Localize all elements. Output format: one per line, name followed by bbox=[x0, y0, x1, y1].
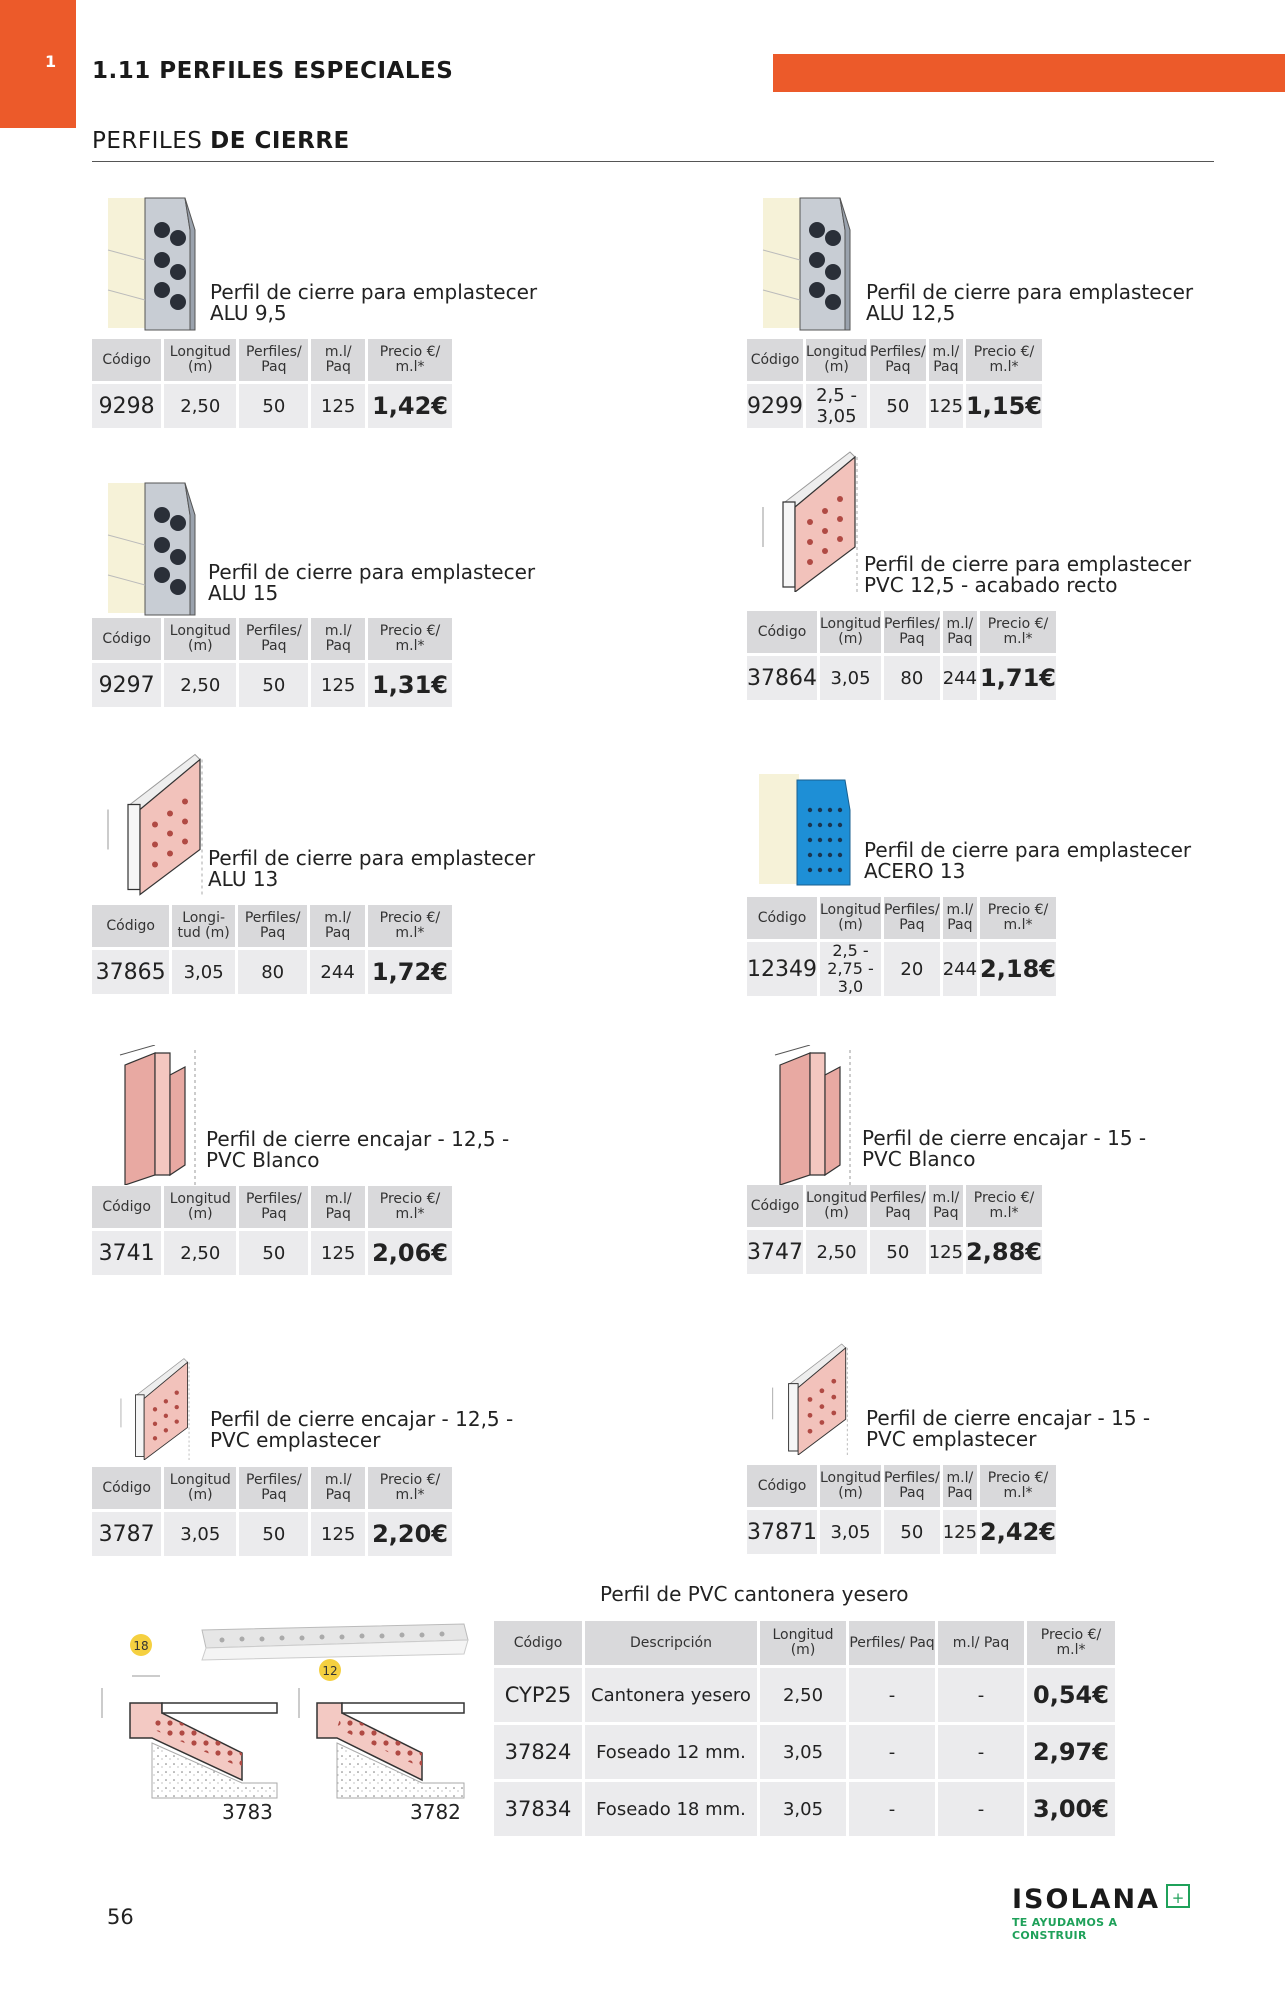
row-precio: 2,06€ bbox=[368, 1231, 452, 1275]
col-mlpaq: m.l/ Paq bbox=[943, 611, 977, 653]
row-codigo: 9299 bbox=[747, 384, 803, 428]
col-longitud: Longitud (m) bbox=[806, 339, 867, 381]
col-mlpaq: m.l/ Paq bbox=[311, 1467, 365, 1509]
row-codigo: 3787 bbox=[92, 1512, 161, 1556]
row-precio: 0,54€ bbox=[1027, 1668, 1115, 1722]
row-mlpaq: 125 bbox=[929, 1230, 963, 1274]
col-perfiles: Perfiles/ Paq bbox=[238, 905, 308, 947]
col-longitud: Longitud (m) bbox=[164, 1186, 236, 1228]
row-perfiles: 80 bbox=[884, 656, 940, 700]
profile-3783-drawing bbox=[102, 1676, 277, 1798]
row-codigo: 37824 bbox=[494, 1725, 582, 1779]
angle-bead-photo bbox=[202, 1624, 468, 1660]
product-title bbox=[866, 282, 1193, 324]
product-title-line2: PVC Blanco bbox=[862, 1147, 976, 1171]
product-table bbox=[744, 336, 1045, 431]
col-mlpaq: m.l/ Paq bbox=[311, 1186, 365, 1228]
row-longitud: 2,5 - 3,05 bbox=[806, 384, 867, 428]
row-precio: 1,31€ bbox=[368, 663, 452, 707]
alu-profile-icon bbox=[100, 190, 210, 335]
product-table bbox=[744, 1182, 1045, 1277]
product-title bbox=[206, 1129, 509, 1171]
product-title bbox=[208, 848, 535, 890]
alu-profile-icon bbox=[100, 475, 210, 620]
logo-tagline: TE AYUDAMOS A CONSTRUIR bbox=[1012, 1916, 1118, 1942]
product-title bbox=[208, 562, 535, 604]
col-longitud: Longitud (m) bbox=[806, 1185, 867, 1227]
chapter-tab bbox=[0, 0, 76, 128]
table-row bbox=[494, 1668, 1115, 1722]
row-longitud: 2,50 bbox=[760, 1668, 846, 1722]
row-longitud: 2,50 bbox=[164, 1231, 236, 1275]
product-title-line2: ALU 13 bbox=[208, 867, 279, 891]
col-mlpaq: m.l/ Paq bbox=[311, 618, 365, 660]
table-header-row bbox=[92, 905, 452, 947]
row-perfiles: 50 bbox=[870, 384, 926, 428]
product-title-line1: Perfil de cierre encajar - 15 - bbox=[862, 1126, 1147, 1150]
product-title-line1: Perfil de cierre para emplastecer bbox=[210, 280, 538, 304]
row-codigo: 3747 bbox=[747, 1230, 803, 1274]
col-perfiles: Perfiles/ Paq bbox=[870, 1185, 926, 1227]
badge-18-text: 18 bbox=[133, 1639, 149, 1653]
col-longitud: Longitud (m) bbox=[760, 1621, 846, 1665]
pvc-fit-profile-icon bbox=[755, 1045, 865, 1185]
row-longitud: 3,05 bbox=[820, 1510, 881, 1554]
col-longitud: Longi-tud (m) bbox=[172, 905, 235, 947]
table-row bbox=[92, 1512, 452, 1556]
col-descripcion: Descripción bbox=[585, 1621, 757, 1665]
product-title-line2: ACERO 13 bbox=[864, 859, 966, 883]
table-header-row bbox=[747, 1185, 1042, 1227]
col-codigo: Código bbox=[747, 897, 817, 939]
col-mlpaq: m.l/ Paq bbox=[929, 339, 963, 381]
col-perfiles: Perfiles/ Paq bbox=[884, 1465, 940, 1507]
row-descripcion: Foseado 12 mm. bbox=[585, 1725, 757, 1779]
section-title: 1.11 PERFILES ESPECIALES bbox=[92, 58, 454, 84]
row-precio: 2,88€ bbox=[966, 1230, 1042, 1274]
col-codigo: Código bbox=[747, 339, 803, 381]
product-title-line1: Perfil de cierre para emplastecer bbox=[864, 838, 1192, 862]
col-mlpaq: m.l/ Paq bbox=[311, 339, 365, 381]
table-row bbox=[747, 384, 1042, 428]
table-row bbox=[747, 942, 1056, 996]
row-longitud: 2,50 bbox=[164, 663, 236, 707]
row-precio: 1,15€ bbox=[966, 384, 1042, 428]
cantonera-diagram bbox=[92, 1618, 492, 1828]
row-mlpaq: 244 bbox=[943, 656, 977, 700]
sub-title bbox=[92, 128, 350, 154]
pvc-profile-icon bbox=[100, 1355, 210, 1460]
row-codigo: 3741 bbox=[92, 1231, 161, 1275]
logo-plus-icon: + bbox=[1166, 1884, 1190, 1908]
isolana-logo bbox=[1012, 1884, 1194, 1942]
product-table bbox=[89, 1464, 455, 1559]
row-perfiles: 50 bbox=[239, 1512, 308, 1556]
logo-name: ISOLANA bbox=[1012, 1884, 1161, 1915]
cantonera-title: Perfil de PVC cantonera yesero bbox=[600, 1582, 909, 1606]
pvc-profile-icon bbox=[100, 747, 210, 897]
product-title bbox=[210, 282, 537, 324]
row-codigo: 37834 bbox=[494, 1782, 582, 1836]
steel-profile-icon bbox=[755, 770, 865, 890]
col-perfiles: Perfiles/ Paq bbox=[884, 897, 940, 939]
col-precio: Precio €/ m.l* bbox=[980, 897, 1056, 939]
product-title-line2: ALU 15 bbox=[208, 581, 279, 605]
row-precio: 2,97€ bbox=[1027, 1725, 1115, 1779]
row-precio: 1,71€ bbox=[980, 656, 1056, 700]
col-perfiles: Perfiles/ Paq bbox=[239, 339, 308, 381]
row-longitud: 3,05 bbox=[164, 1512, 236, 1556]
pvc-fit-profile-icon bbox=[100, 1045, 210, 1185]
orange-accent-bar bbox=[773, 54, 1285, 92]
product-title-line2: ALU 12,5 bbox=[866, 301, 956, 325]
table-row bbox=[747, 1510, 1056, 1554]
col-perfiles: Perfiles/ Paq bbox=[884, 611, 940, 653]
product-title-line2: PVC emplastecer bbox=[866, 1427, 1037, 1451]
col-perfiles: Perfiles/ Paq bbox=[870, 339, 926, 381]
col-perfiles: Perfiles/ Paq bbox=[239, 1467, 308, 1509]
table-row bbox=[494, 1782, 1115, 1836]
product-title bbox=[864, 840, 1191, 882]
product-title-line1: Perfil de cierre encajar - 12,5 - bbox=[210, 1407, 514, 1431]
row-mlpaq: 125 bbox=[311, 1231, 365, 1275]
row-descripcion: Cantonera yesero bbox=[585, 1668, 757, 1722]
row-longitud: 2,5 - 2,75 - 3,0 bbox=[820, 942, 881, 996]
row-perfiles: 80 bbox=[238, 950, 308, 994]
product-title bbox=[864, 554, 1191, 596]
chapter-number: 1 bbox=[45, 52, 57, 71]
row-longitud: 3,05 bbox=[172, 950, 235, 994]
product-table bbox=[89, 902, 455, 997]
table-header-row bbox=[92, 1467, 452, 1509]
col-codigo: Código bbox=[747, 611, 817, 653]
row-precio: 2,42€ bbox=[980, 1510, 1056, 1554]
row-longitud: 3,05 bbox=[760, 1725, 846, 1779]
row-mlpaq: - bbox=[938, 1668, 1024, 1722]
row-descripcion: Foseado 18 mm. bbox=[585, 1782, 757, 1836]
row-mlpaq: - bbox=[938, 1725, 1024, 1779]
col-precio: Precio €/ m.l* bbox=[368, 905, 452, 947]
row-perfiles: - bbox=[849, 1668, 935, 1722]
table-row bbox=[92, 663, 452, 707]
col-mlpaq: m.l/ Paq bbox=[938, 1621, 1024, 1665]
col-longitud: Longitud (m) bbox=[164, 339, 236, 381]
col-longitud: Longitud (m) bbox=[820, 611, 881, 653]
row-longitud: 3,05 bbox=[760, 1782, 846, 1836]
col-precio: Precio €/ m.l* bbox=[368, 339, 452, 381]
col-codigo: Código bbox=[494, 1621, 582, 1665]
col-codigo: Código bbox=[747, 1185, 803, 1227]
sub-title-bold: DE CIERRE bbox=[210, 128, 350, 154]
product-table bbox=[744, 608, 1059, 703]
row-mlpaq: 125 bbox=[311, 384, 365, 428]
product-title-line2: PVC emplastecer bbox=[210, 1428, 381, 1452]
divider bbox=[92, 161, 1214, 162]
row-mlpaq: 244 bbox=[310, 950, 364, 994]
col-precio: Precio €/ m.l* bbox=[368, 618, 452, 660]
page-number: 56 bbox=[107, 1905, 134, 1929]
row-mlpaq: 125 bbox=[943, 1510, 977, 1554]
cantonera-header-row bbox=[494, 1621, 1115, 1665]
product-table bbox=[89, 1183, 455, 1278]
row-codigo: CYP25 bbox=[494, 1668, 582, 1722]
table-header-row bbox=[747, 1465, 1056, 1507]
row-precio: 1,72€ bbox=[368, 950, 452, 994]
col-codigo: Código bbox=[92, 618, 161, 660]
col-codigo: Código bbox=[92, 339, 161, 381]
row-perfiles: 20 bbox=[884, 942, 940, 996]
product-title bbox=[866, 1408, 1150, 1450]
table-header-row bbox=[92, 339, 452, 381]
alu-profile-icon bbox=[755, 190, 865, 335]
product-title-line2: PVC Blanco bbox=[206, 1148, 320, 1172]
row-mlpaq: 244 bbox=[943, 942, 977, 996]
table-header-row bbox=[747, 897, 1056, 939]
col-precio: Precio €/ m.l* bbox=[368, 1467, 452, 1509]
sub-title-light: PERFILES bbox=[92, 128, 211, 154]
row-codigo: 37871 bbox=[747, 1510, 817, 1554]
product-table bbox=[744, 1462, 1059, 1557]
product-title-line1: Perfil de cierre para emplastecer bbox=[208, 846, 536, 870]
product-table bbox=[89, 336, 455, 431]
row-mlpaq: - bbox=[938, 1782, 1024, 1836]
product-title bbox=[862, 1128, 1146, 1170]
product-title-line1: Perfil de cierre para emplastecer bbox=[866, 280, 1194, 304]
table-row bbox=[494, 1725, 1115, 1779]
row-codigo: 9297 bbox=[92, 663, 161, 707]
row-codigo: 37864 bbox=[747, 656, 817, 700]
row-perfiles: - bbox=[849, 1725, 935, 1779]
col-precio: Precio €/ m.l* bbox=[966, 1185, 1042, 1227]
cantonera-table bbox=[491, 1618, 1118, 1839]
product-title-line1: Perfil de cierre para emplastecer bbox=[864, 552, 1192, 576]
row-perfiles: 50 bbox=[870, 1230, 926, 1274]
row-mlpaq: 125 bbox=[311, 663, 365, 707]
row-perfiles: 50 bbox=[239, 663, 308, 707]
product-title-line1: Perfil de cierre encajar - 15 - bbox=[866, 1406, 1151, 1430]
product-title-line1: Perfil de cierre para emplastecer bbox=[208, 560, 536, 584]
col-mlpaq: m.l/ Paq bbox=[929, 1185, 963, 1227]
row-perfiles: 50 bbox=[239, 384, 308, 428]
table-header-row bbox=[92, 618, 452, 660]
col-longitud: Longitud (m) bbox=[164, 1467, 236, 1509]
row-codigo: 37865 bbox=[92, 950, 169, 994]
col-longitud: Longitud (m) bbox=[820, 1465, 881, 1507]
product-title bbox=[210, 1409, 513, 1451]
row-precio: 3,00€ bbox=[1027, 1782, 1115, 1836]
row-codigo: 9298 bbox=[92, 384, 161, 428]
table-header-row bbox=[747, 611, 1056, 653]
row-longitud: 3,05 bbox=[820, 656, 881, 700]
badge-12-text: 12 bbox=[322, 1664, 338, 1678]
col-longitud: Longitud (m) bbox=[820, 897, 881, 939]
table-header-row bbox=[92, 1186, 452, 1228]
row-longitud: 2,50 bbox=[164, 384, 236, 428]
table-row bbox=[747, 1230, 1042, 1274]
row-mlpaq: 125 bbox=[311, 1512, 365, 1556]
col-perfiles: Perfiles/ Paq bbox=[239, 1186, 308, 1228]
col-codigo: Código bbox=[747, 1465, 817, 1507]
table-row bbox=[92, 950, 452, 994]
row-perfiles: 50 bbox=[884, 1510, 940, 1554]
table-header-row bbox=[747, 339, 1042, 381]
col-mlpaq: m.l/ Paq bbox=[310, 905, 364, 947]
col-perfiles: Perfiles/ Paq bbox=[239, 618, 308, 660]
product-table bbox=[89, 615, 455, 710]
col-codigo: Código bbox=[92, 905, 169, 947]
col-precio: Precio €/ m.l* bbox=[980, 1465, 1056, 1507]
row-perfiles: - bbox=[849, 1782, 935, 1836]
table-row bbox=[92, 384, 452, 428]
code-3783-label: 3783 bbox=[222, 1800, 273, 1824]
col-mlpaq: m.l/ Paq bbox=[943, 897, 977, 939]
col-precio: Precio €/ m.l* bbox=[368, 1186, 452, 1228]
table-row bbox=[92, 1231, 452, 1275]
product-title-line1: Perfil de cierre encajar - 12,5 - bbox=[206, 1127, 510, 1151]
col-codigo: Código bbox=[92, 1186, 161, 1228]
col-precio: Precio €/ m.l* bbox=[966, 339, 1042, 381]
col-mlpaq: m.l/ Paq bbox=[943, 1465, 977, 1507]
row-precio: 2,18€ bbox=[980, 942, 1056, 996]
code-3782-label: 3782 bbox=[410, 1800, 461, 1824]
product-title-line2: ALU 9,5 bbox=[210, 301, 287, 325]
row-precio: 2,20€ bbox=[368, 1512, 452, 1556]
col-longitud: Longitud (m) bbox=[164, 618, 236, 660]
pvc-profile-icon bbox=[755, 447, 865, 592]
row-precio: 1,42€ bbox=[368, 384, 452, 428]
row-perfiles: 50 bbox=[239, 1231, 308, 1275]
profile-3782-drawing bbox=[299, 1688, 464, 1798]
product-title-line2: PVC 12,5 - acabado recto bbox=[864, 573, 1118, 597]
col-codigo: Código bbox=[92, 1467, 161, 1509]
pvc-profile-icon bbox=[755, 1340, 865, 1455]
col-perfiles: Perfiles/ Paq bbox=[849, 1621, 935, 1665]
col-precio: Precio €/ m.l* bbox=[1027, 1621, 1115, 1665]
col-precio: Precio €/ m.l* bbox=[980, 611, 1056, 653]
table-row bbox=[747, 656, 1056, 700]
row-codigo: 12349 bbox=[747, 942, 817, 996]
row-longitud: 2,50 bbox=[806, 1230, 867, 1274]
product-table bbox=[744, 894, 1059, 999]
row-mlpaq: 125 bbox=[929, 384, 963, 428]
